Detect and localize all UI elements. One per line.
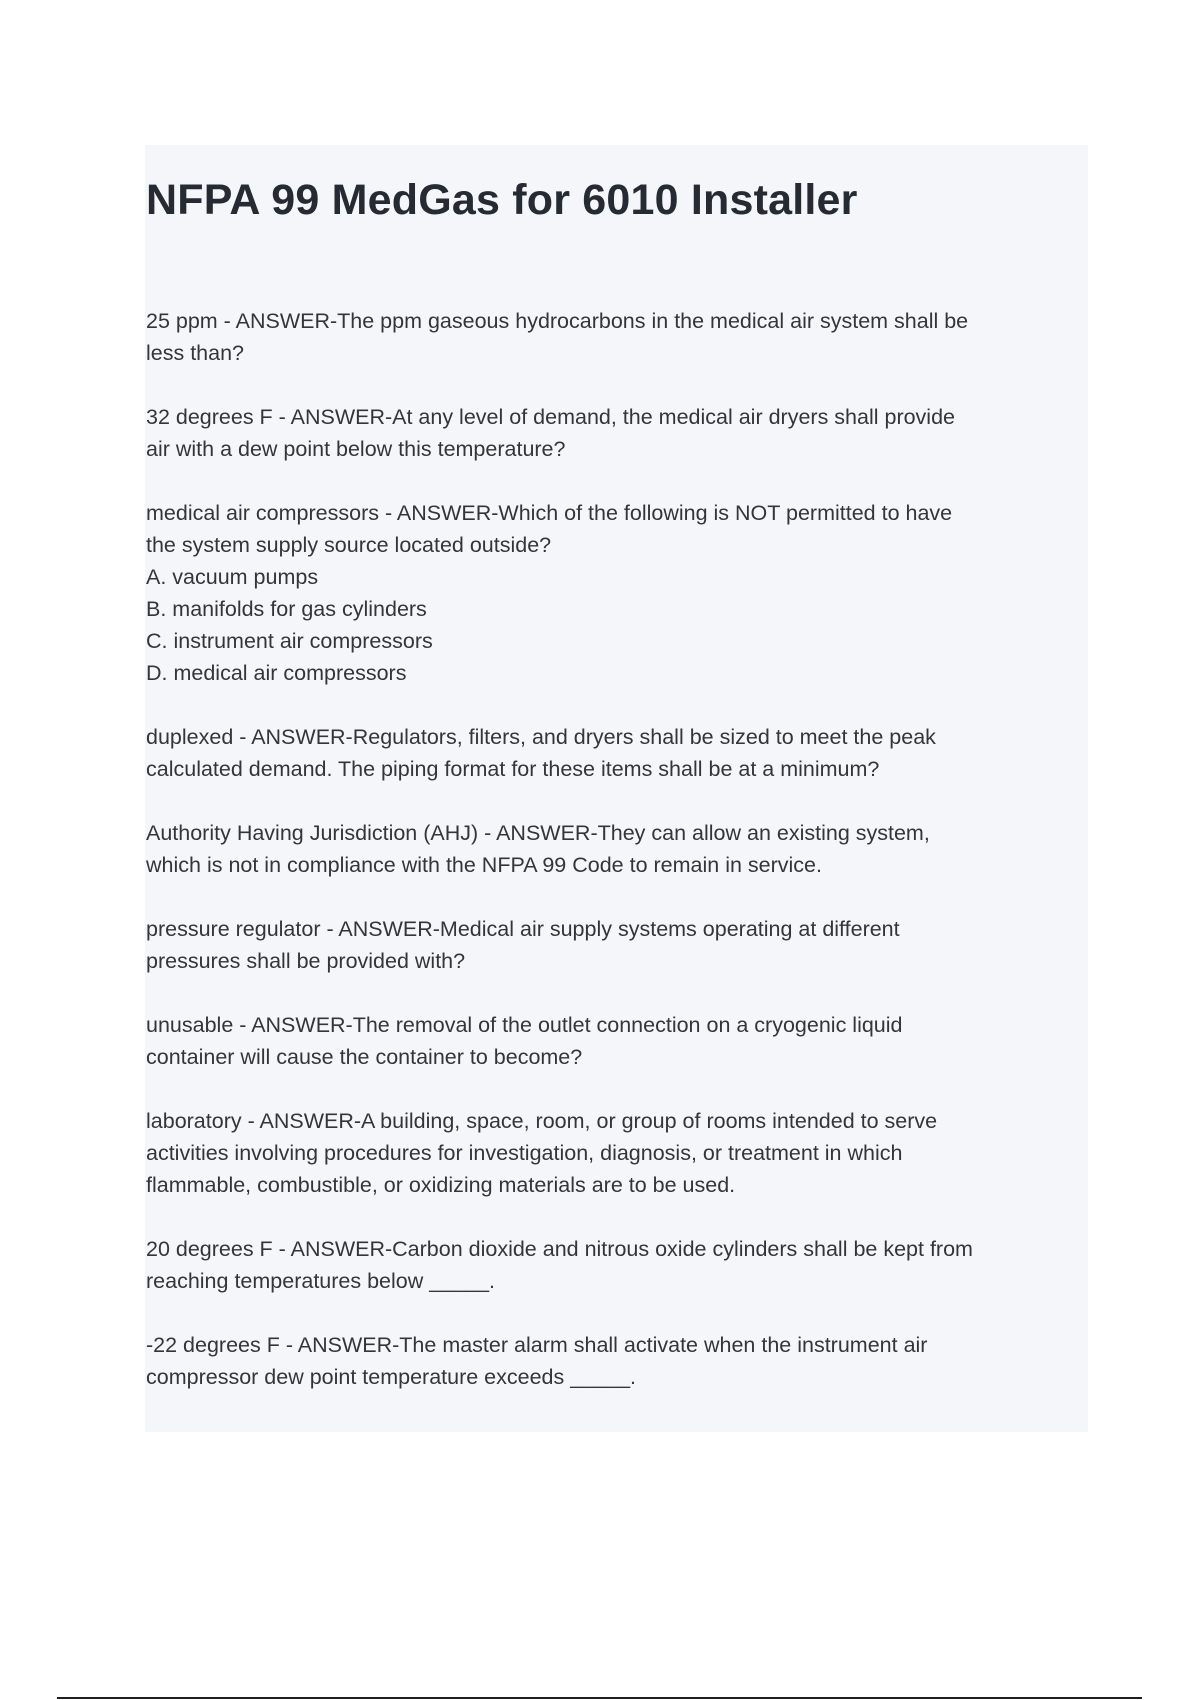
qa-item — [146, 305, 1086, 369]
qa-option: C. instrument air compressors — [146, 629, 433, 653]
qa-line: pressure regulator - ANSWER-Medical air supply systems operating at different — [146, 917, 900, 941]
qa-line: which is not in compliance with the NFPA 99 Code to remain in service. — [146, 853, 822, 877]
qa-item — [146, 1233, 1086, 1297]
qa-option: A. vacuum pumps — [146, 565, 319, 589]
qa-item — [146, 497, 1086, 689]
qa-line: 20 degrees F - ANSWER-Carbon dioxide and nitrous oxide cylinders shall be kept from — [146, 1237, 973, 1261]
qa-item — [146, 817, 1086, 881]
qa-line: -22 degrees F - ANSWER-The master alarm shall activate when the instrument air — [146, 1333, 928, 1357]
qa-line: air with a dew point below this temperature? — [146, 437, 566, 461]
qa-line: activities involving procedures for investigation, diagnosis, or treatment in which — [146, 1141, 903, 1165]
qa-line: 32 degrees F - ANSWER-At any level of demand, the medical air dryers shall provide — [146, 405, 956, 429]
qa-line: unusable - ANSWER-The removal of the outlet connection on a cryogenic liquid — [146, 1013, 903, 1037]
qa-line: calculated demand. The piping format for these items shall be at a minimum? — [146, 757, 880, 781]
qa-item — [146, 1329, 1086, 1393]
qa-item — [146, 401, 1086, 465]
qa-item — [146, 1105, 1086, 1201]
footer-divider — [57, 1697, 1142, 1699]
qa-item — [146, 1009, 1086, 1073]
qa-item — [146, 913, 1086, 977]
qa-line: container will cause the container to become? — [146, 1045, 583, 1069]
qa-line: less than? — [146, 341, 245, 365]
qa-line: laboratory - ANSWER-A building, space, room, or group of rooms intended to serve — [146, 1109, 938, 1133]
qa-line: the system supply source located outside? — [146, 533, 552, 557]
qa-list — [146, 305, 1086, 1425]
qa-line: reaching temperatures below _____. — [146, 1269, 495, 1293]
qa-line: duplexed - ANSWER-Regulators, filters, and dryers shall be sized to meet the peak — [146, 725, 936, 749]
qa-line: 25 ppm - ANSWER-The ppm gaseous hydrocarbons in the medical air system shall be — [146, 309, 969, 333]
document-title: NFPA 99 MedGas for 6010 Installer — [146, 176, 858, 224]
qa-line: compressor dew point temperature exceeds _____. — [146, 1365, 636, 1389]
qa-line: flammable, combustible, or oxidizing materials are to be used. — [146, 1173, 736, 1197]
qa-line: medical air compressors - ANSWER-Which of the following is NOT permitted to have — [146, 501, 953, 525]
qa-option: D. medical air compressors — [146, 661, 407, 685]
qa-line: Authority Having Jurisdiction (AHJ) - ANSWER-They can allow an existing system, — [146, 821, 930, 845]
qa-item — [146, 721, 1086, 785]
qa-line: pressures shall be provided with? — [146, 949, 466, 973]
qa-option: B. manifolds for gas cylinders — [146, 597, 427, 621]
